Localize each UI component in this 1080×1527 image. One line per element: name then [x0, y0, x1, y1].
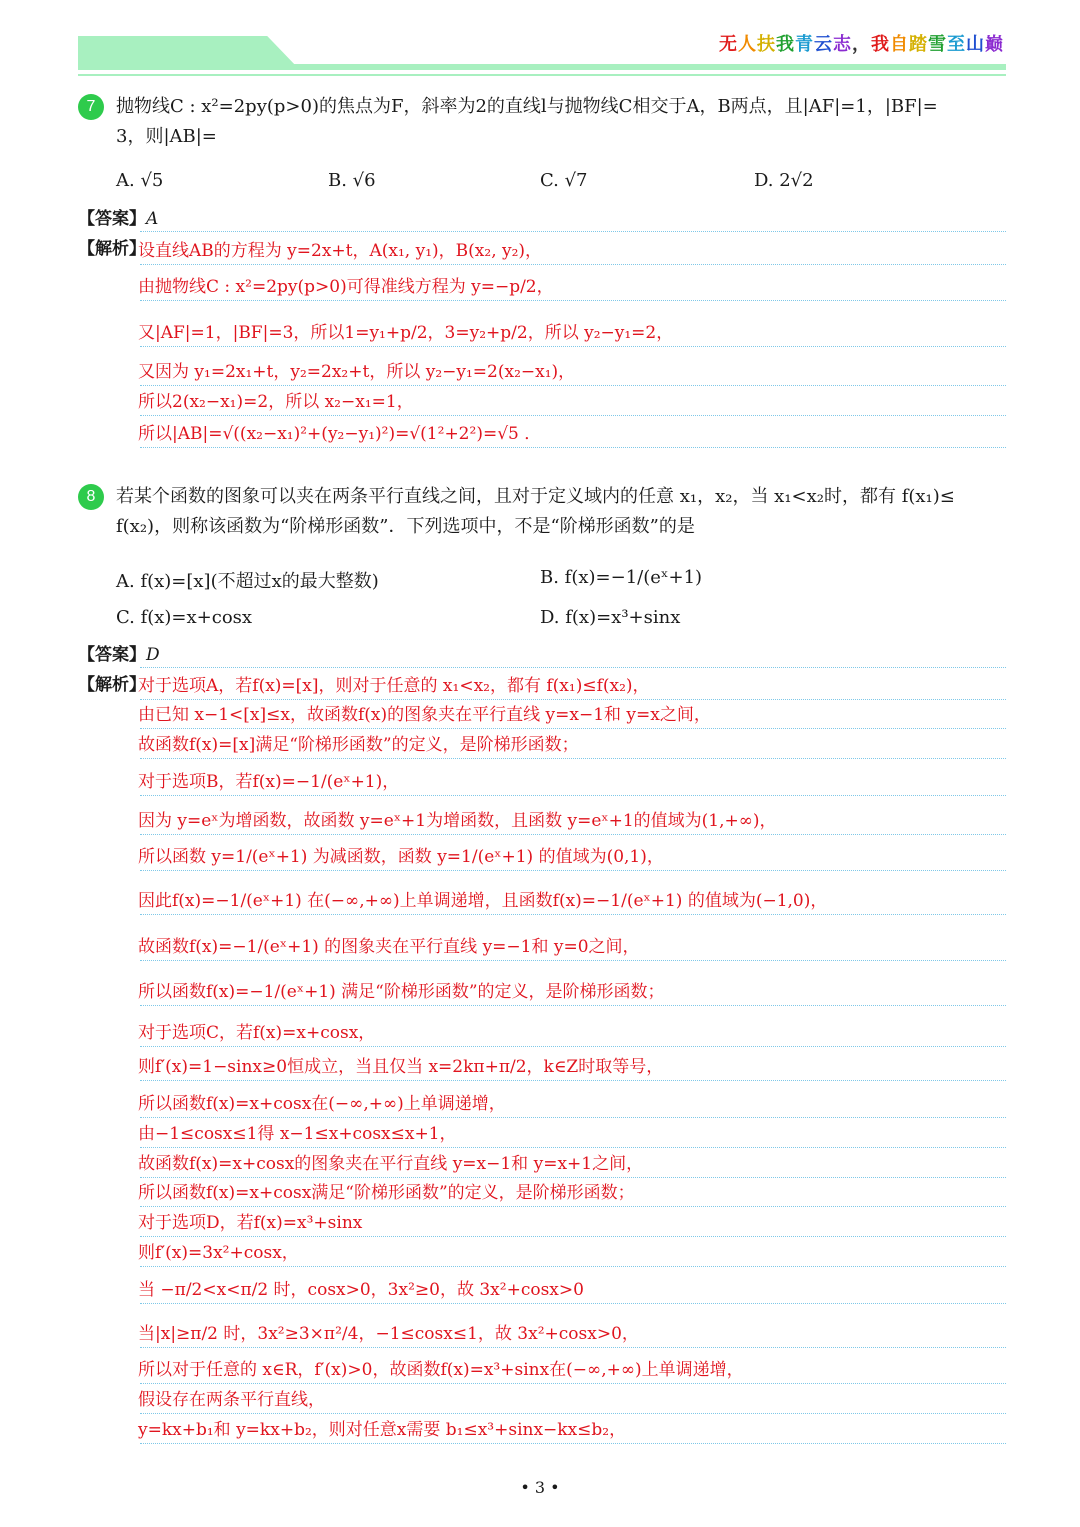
motto-char: ，	[852, 34, 871, 55]
question-stem-line-1: 若某个函数的图象可以夹在两条平行直线之间，且对于定义域内的任意 x₁，x₂，当 x₁<x₂时，都有 f(x₁)≤	[116, 486, 955, 507]
rule-line	[140, 834, 1006, 835]
rule-line	[140, 1117, 1006, 1118]
question-7	[78, 92, 1008, 152]
option-d: D. 2√2	[754, 170, 814, 191]
option-a: A. √5	[116, 170, 164, 191]
analysis-line: 又因为 y₁=2x₁+t，y₂=2x₂+t，所以 y₂−y₁=2(x₂−x₁)，	[138, 362, 576, 382]
motto-char: 山	[966, 34, 985, 55]
analysis-line: 由抛物线C : x²=2py(p>0)可得准线方程为 y=−p/2，	[138, 277, 554, 297]
rule-line	[140, 447, 1006, 448]
page-number: • 3 •	[520, 1478, 560, 1497]
question-stem-line-2: f(x₂)，则称该函数为“阶梯形函数”．下列选项中，不是“阶梯形函数”的是	[116, 516, 695, 537]
question-8	[78, 482, 1008, 542]
analysis-line: 所以函数f(x)=−1/(eˣ+1) 满足“阶梯形函数”的定义，是阶梯形函数；	[138, 982, 665, 1002]
rule-line	[140, 795, 1006, 796]
option-c: C. √7	[540, 170, 588, 191]
rule-line	[140, 346, 1006, 347]
motto-char: 青	[795, 34, 814, 55]
rule-line	[140, 1046, 1006, 1047]
analysis-line: 假设存在两条平行直线，	[138, 1390, 325, 1410]
motto-char: 巅	[985, 34, 1004, 55]
analysis-line: 故函数f(x)=−1/(eˣ+1) 的图象夹在平行直线 y=−1和 y=0之间，	[138, 937, 640, 957]
rule-line	[140, 728, 1006, 729]
analysis-label: 【解析】	[78, 675, 146, 695]
rule-line	[140, 1303, 1006, 1304]
motto-char: 志	[833, 34, 852, 55]
rule-line	[140, 758, 1006, 759]
analysis-label: 【解析】	[78, 239, 146, 259]
answer-value: A	[146, 209, 159, 229]
analysis-line: 所以函数f(x)=x+cosx在(−∞,+∞)上单调递增，	[138, 1094, 506, 1114]
option-a: A. f(x)=[x](不超过x的最大整数)	[116, 571, 379, 592]
motto-char: 至	[947, 34, 966, 55]
rule-line	[140, 264, 1006, 265]
motto-char: 我	[871, 34, 890, 55]
rule-line	[140, 1005, 1006, 1006]
analysis-line: 因此f(x)=−1/(eˣ+1) 在(−∞,+∞)上单调递增，且函数f(x)=−1/(eˣ+1) 的值域为(−1,0)，	[138, 891, 828, 911]
analysis-line: 对于选项A，若f(x)=[x]，则对于任意的 x₁<x₂，都有 f(x₁)≤f(x₂)，	[138, 676, 650, 696]
option-d: D. f(x)=x³+sinx	[540, 607, 681, 628]
motto-char: 自	[890, 34, 909, 55]
rule-line	[140, 415, 1006, 416]
analysis-line: 故函数f(x)=[x]满足“阶梯形函数”的定义，是阶梯形函数；	[138, 735, 579, 755]
header-line-decoration	[78, 74, 1006, 76]
answer-label: 【答案】A	[78, 209, 159, 229]
answer-label: 【答案】D	[78, 645, 160, 665]
rule-line	[140, 1443, 1006, 1444]
rule-line	[140, 1206, 1006, 1207]
motto-char: 人	[738, 34, 757, 55]
analysis-line: 对于选项D，若f(x)=x³+sinx	[138, 1213, 363, 1233]
rule-line	[140, 667, 1006, 668]
rule-line	[140, 385, 1006, 386]
question-number-badge: 7	[78, 94, 104, 120]
analysis-line: 当 −π/2<x<π/2 时，cosx>0，3x²≥0，故 3x²+cosx>0	[138, 1280, 584, 1300]
analysis-line: 则f′(x)=1−sinx≥0恒成立，当且仅当 x=2kπ+π/2，k∈Z时取等号，	[138, 1057, 664, 1077]
analysis-line: 所以函数 y=1/(eˣ+1) 为减函数，函数 y=1/(eˣ+1) 的值域为(0,1)，	[138, 847, 664, 867]
header-band-decoration	[78, 64, 1006, 70]
rule-line	[140, 1413, 1006, 1414]
analysis-line: 设直线AB的方程为 y=2x+t，A(x₁, y₁)，B(x₂, y₂)，	[138, 241, 543, 261]
question-number-badge: 8	[78, 484, 104, 510]
analysis-line: y=kx+b₁和 y=kx+b₂，则对任意x需要 b₁≤x³+sinx−kx≤b₂，	[138, 1420, 627, 1440]
rule-line	[140, 1080, 1006, 1081]
analysis-line: 所以|AB|=√((x₂−x₁)²+(y₂−y₁)²)=√(1²+2²)=√5 ．	[138, 424, 542, 444]
rule-line	[140, 300, 1006, 301]
motto-char: 我	[776, 34, 795, 55]
analysis-line: 又|AF|=1，|BF|=3，所以1=y₁+p/2，3=y₂+p/2，所以 y₂−y₁=2，	[138, 323, 674, 343]
analysis-line: 对于选项C，若f(x)=x+cosx，	[138, 1023, 376, 1043]
motto-char: 云	[814, 34, 833, 55]
answer-value: D	[146, 645, 160, 665]
motto-char: 踏	[909, 34, 928, 55]
rule-line	[140, 1347, 1006, 1348]
option-b: B. f(x)=−1/(eˣ+1)	[540, 567, 703, 588]
analysis-line: 对于选项B，若f(x)=−1/(eˣ+1)，	[138, 772, 400, 792]
page-header	[0, 0, 1080, 90]
option-b: B. √6	[328, 170, 376, 191]
rule-line	[140, 1147, 1006, 1148]
analysis-line: 因为 y=eˣ为增函数，故函数 y=eˣ+1为增函数，且函数 y=eˣ+1的值域为(1,+∞)，	[138, 811, 777, 831]
rule-line	[140, 870, 1006, 871]
analysis-line: 由−1≤cosx≤1得 x−1≤x+cosx≤x+1，	[138, 1124, 457, 1144]
rule-line	[140, 1236, 1006, 1237]
analysis-line: 当|x|≥π/2 时，3x²≥3×π²/4，−1≤cosx≤1，故 3x²+cosx>0，	[138, 1324, 639, 1344]
analysis-line: 所以2(x₂−x₁)=2，所以 x₂−x₁=1，	[138, 392, 414, 412]
analysis-line: 所以对于任意的 x∈R，f′(x)>0，故函数f(x)=x³+sinx在(−∞,+∞)上单调递增，	[138, 1360, 744, 1380]
motto-char: 雪	[928, 34, 947, 55]
rule-line	[140, 231, 1006, 232]
analysis-line: 则f′(x)=3x²+cosx，	[138, 1243, 299, 1263]
question-stem-line-1: 抛物线C : x²=2py(p>0)的焦点为F，斜率为2的直线l与抛物线C相交于A，B两点，且|AF|=1，|BF|=	[116, 96, 938, 117]
motto-char: 无	[719, 34, 738, 55]
rule-line	[140, 960, 1006, 961]
analysis-line: 所以函数f(x)=x+cosx满足“阶梯形函数”的定义，是阶梯形函数；	[138, 1183, 635, 1203]
motto-char: 扶	[757, 34, 776, 55]
question-stem-line-2: 3，则|AB|=	[116, 126, 217, 147]
analysis-line: 由已知 x−1<[x]≤x，故函数f(x)的图象夹在平行直线 y=x−1和 y=x之间，	[138, 705, 711, 725]
header-motto	[719, 30, 1004, 56]
analysis-line: 故函数f(x)=x+cosx的图象夹在平行直线 y=x−1和 y=x+1之间，	[138, 1154, 644, 1174]
rule-line	[140, 1266, 1006, 1267]
rule-line	[140, 1383, 1006, 1384]
rule-line	[140, 914, 1006, 915]
option-c: C. f(x)=x+cosx	[116, 607, 253, 628]
